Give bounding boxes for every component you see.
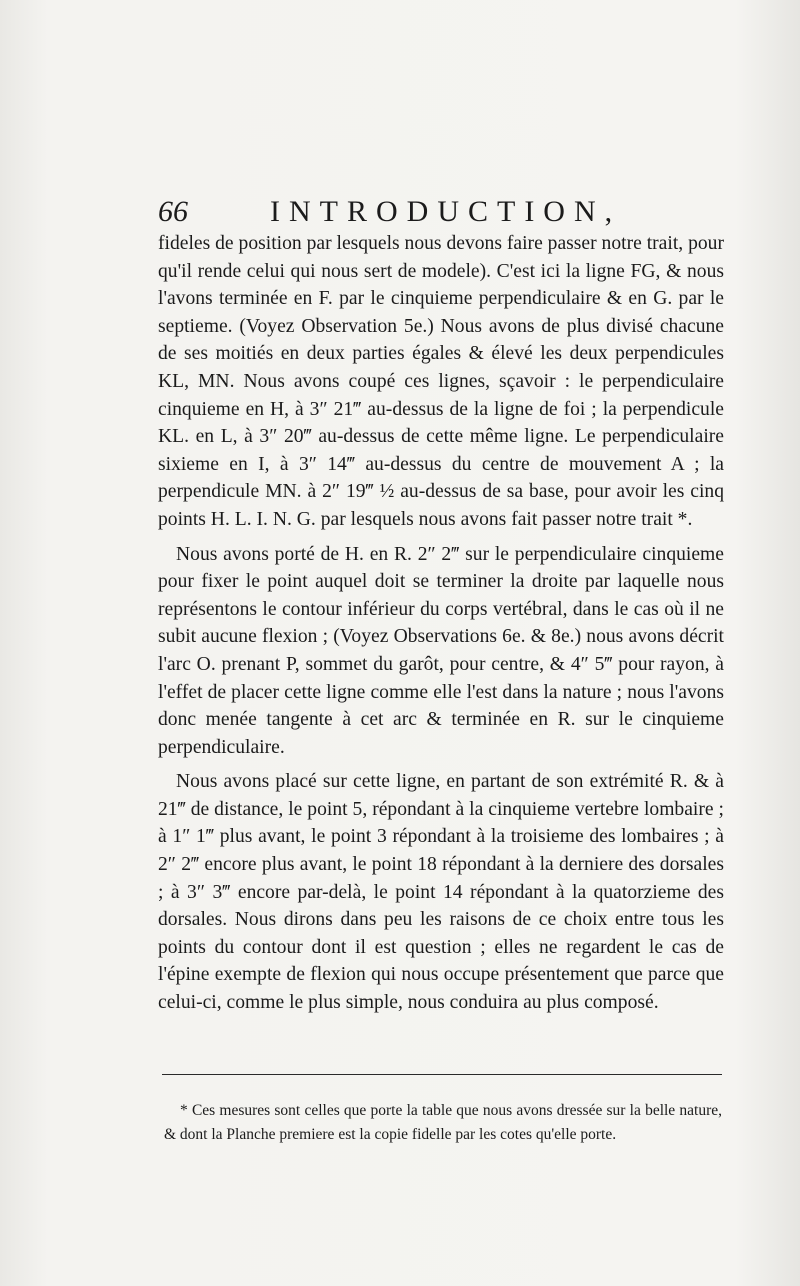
paragraph-second: Nous avons porté de H. en R. 2″ 2‴ sur le perpendiculaire cinquieme pour fixer le point auquel doit se terminer la droite par laquelle nous représentons le contour inférieur du corps vertébral, dans le cas où il ne subit aucune flexion ; (Voyez Observations 6e. & 8e.) nous avons décrit l'arc O. prenant P, sommet du garôt, pour centre, & 4″ 5‴ pour rayon, à l'effet de placer cette ligne comme elle l'est dans la nature ; nous l'avons donc menée tangente à cet arc & terminée en R. sur le cinquieme perpendiculaire. — [158, 543, 724, 758]
paragraph-third: Nous avons placé sur cette ligne, en partant de son extrémité R. & à 21‴ de distance, le point 5, répondant à la cinquieme vertebre lombaire ; à 1″ 1‴ plus avant, le point 3 répondant à la troisieme des lombaires ; à 2″ 2‴ encore plus avant, le point 18 répondant à la derniere des dorsales ; à 3″ 3‴ encore par-delà, le point 14 répondant à la quatorzieme des dorsales. Nous dirons dans peu les raisons de ce choix entre tous les points du contour dont il est question ; elles ne regardent le cas de l'épine exempte de flexion qui nous occupe présentement que parce que celui-ci, comme le plus simple, nous conduira au plus composé. — [158, 771, 724, 1014]
running-head: INTRODUCTION, — [270, 195, 622, 228]
footnote: * Ces mesures sont celles que porte la table que nous avons dressée sur la belle nature, & dont la Planche premiere est la copie fidelle par les cotes qu'elle porte. — [164, 1101, 722, 1143]
page-number: 66 — [158, 195, 188, 228]
body-text — [158, 230, 724, 1024]
page-header — [158, 192, 718, 232]
paragraph-continuation: fideles de position par lesquels nous devons faire passer notre trait, pour qu'il rende celui qui nous sert de modele). C'est ici la ligne FG, & nous l'avons terminée en F. par le cinquieme perpendiculaire & en G. par le septieme. (Voyez Observation 5e.) Nous avons de plus divisé chacune de ses moitiés en deux parties égales & élevé les deux perpendicules KL, MN. Nous avons coupé ces lignes, sçavoir : le perpendiculaire cinquieme en H, à 3″ 21‴ au-dessus de la ligne de foi ; la perpendicule KL. en L, à 3″ 20‴ au-dessus de cette même ligne. Le perpendiculaire sixieme en I, à 3″ 14‴ au-dessus du centre de mouvement A ; la perpendicule MN. à 2″ 19‴ ½ au-dessus de sa base, pour avoir les cinq points H. L. I. N. G. par lesquels nous avons fait passer notre trait *. — [158, 233, 724, 530]
footnote-rule — [162, 1074, 722, 1075]
